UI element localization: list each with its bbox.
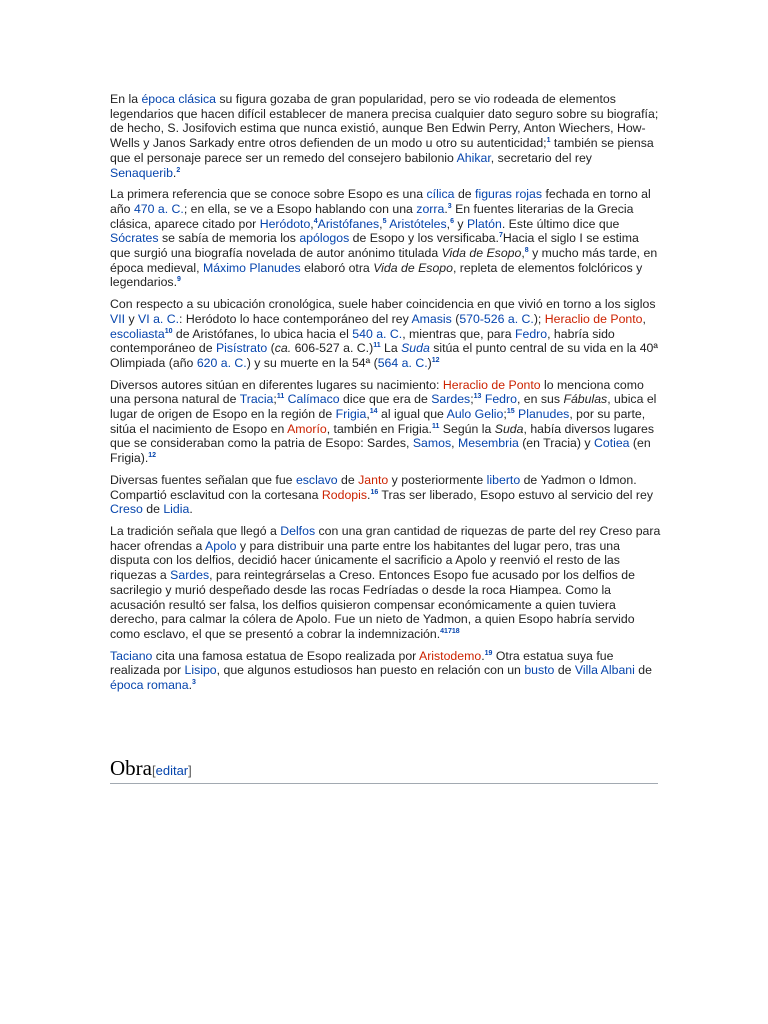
wiki-link[interactable]: Delfos xyxy=(280,523,316,538)
body-text: y para distribuir una parte entre los habitantes del lugar pero, tras una disputa con los delfios, decidió hacer únicamente el sacrificio a Apolo y reenvió el resto de las riquezas a xyxy=(110,538,620,583)
body-text: , xyxy=(366,407,370,422)
reference-mark[interactable]: 9 xyxy=(177,276,181,284)
body-text: lo menciona como una persona natural de xyxy=(110,377,644,407)
wiki-link[interactable]: Sardes xyxy=(431,392,471,407)
wiki-link[interactable]: Frigia xyxy=(335,407,367,422)
body-text: de xyxy=(142,502,164,517)
reference-mark[interactable]: 5 xyxy=(382,217,387,225)
body-text: con una gran cantidad de riquezas de parte del rey Creso para hacer ofrendas a xyxy=(110,523,661,553)
body-text: de xyxy=(454,187,476,202)
body-text: En fuentes literarias de la Grecia clásica, aparece citado por xyxy=(110,201,634,231)
reference-mark[interactable]: 11 xyxy=(276,393,285,401)
reference-mark[interactable]: 6 xyxy=(450,217,454,225)
body-text: , xyxy=(521,246,525,261)
body-text: ; xyxy=(273,392,277,407)
body-text: Tras ser liberado, Esopo estuvo al servicio del rey xyxy=(378,487,653,502)
body-text: , habría sido contemporáneo de xyxy=(110,326,615,356)
reference-mark[interactable]: 16 xyxy=(370,488,379,496)
reference-mark[interactable]: 12 xyxy=(148,452,157,460)
wiki-link[interactable]: apólogos xyxy=(299,231,350,246)
wiki-link[interactable]: VII xyxy=(110,311,126,326)
body-text: de Aristófanes, lo ubica hacia el xyxy=(172,326,353,341)
body-text: La tradición señala que llegó a xyxy=(110,523,281,538)
wiki-link[interactable]: 540 a. C. xyxy=(352,326,403,341)
body-text: ; xyxy=(503,407,507,422)
body-text: ( xyxy=(267,341,275,356)
body-text: , también en Frigia. xyxy=(326,421,432,436)
wiki-redlink[interactable]: Rodopis xyxy=(321,487,368,502)
paragraph-2 xyxy=(110,187,662,290)
wiki-redlink[interactable]: Heraclio de Ponto xyxy=(442,377,541,392)
body-text: sitúa el punto central de su vida en la 40ª Olimpiada (año xyxy=(110,341,658,370)
body-text: . xyxy=(189,502,193,517)
wiki-link[interactable]: Sardes xyxy=(170,568,210,583)
wiki-link[interactable]: liberto xyxy=(486,472,521,487)
edit-bracket-open: [ xyxy=(151,763,156,778)
italic-text: Vida de Esopo xyxy=(373,260,453,275)
body-text: (en Frigia). xyxy=(110,436,651,466)
wiki-link[interactable]: Amasis xyxy=(411,311,452,326)
body-text: cita una famosa estatua de Esopo realizada por xyxy=(152,648,419,663)
reference-mark[interactable]: 15 xyxy=(506,407,515,415)
body-text: , secretario del rey xyxy=(490,150,592,165)
body-text: de xyxy=(337,472,359,487)
body-text: y xyxy=(125,311,139,326)
body-text: , xyxy=(451,436,458,451)
reference-mark[interactable]: 19 xyxy=(484,649,493,657)
wiki-redlink[interactable]: Heraclio de Ponto xyxy=(544,311,643,326)
wiki-link[interactable]: Aristófanes xyxy=(317,216,380,231)
body-text: ; xyxy=(470,392,474,407)
wiki-link[interactable]: figuras rojas xyxy=(475,187,543,202)
edit-bracket-close: ] xyxy=(188,763,192,778)
wiki-link[interactable]: Mesembria xyxy=(457,436,519,451)
body-text: de Yadmon o Idmon. Compartió esclavitud con la cortesana xyxy=(110,472,637,502)
wiki-redlink[interactable]: Amorío xyxy=(287,421,327,436)
wiki-link[interactable]: Heródoto xyxy=(259,216,311,231)
wiki-link[interactable]: Apolo xyxy=(205,538,237,553)
body-text: . xyxy=(481,648,485,663)
body-text: de xyxy=(554,663,575,678)
italic-text: ca. xyxy=(274,341,292,356)
wiki-link[interactable]: Aulo Gelio xyxy=(446,407,504,422)
paragraph-7 xyxy=(110,649,662,693)
body-text: , había diversos lugares que se consideraban como la patria de Esopo: Sardes, xyxy=(110,421,655,451)
body-text: , por su parte, sitúa el nacimiento de Esopo en xyxy=(110,407,646,436)
wiki-link[interactable]: Villa Albani xyxy=(574,663,635,678)
edit-section-link[interactable]: editar xyxy=(155,763,189,778)
body-text: , xyxy=(446,216,451,231)
wiki-link[interactable]: época romana xyxy=(110,678,189,693)
body-text: , xyxy=(642,311,646,326)
body-text: y posteriormente xyxy=(388,472,487,487)
body-text: y xyxy=(453,216,467,231)
wiki-link[interactable]: Calímaco xyxy=(287,392,340,407)
wiki-link[interactable]: escoliasta xyxy=(110,326,165,341)
wiki-link[interactable]: busto xyxy=(524,663,555,678)
wiki-link[interactable]: Fedro xyxy=(484,392,517,407)
wiki-link[interactable]: Sócrates xyxy=(110,231,159,246)
wiki-link[interactable]: VI a. C. xyxy=(138,311,180,326)
body-text: . xyxy=(367,487,371,502)
body-text: (en Tracia) y xyxy=(518,436,594,451)
body-text: En la xyxy=(110,92,142,106)
body-text: ) xyxy=(427,355,432,370)
wiki-link[interactable]: 570-526 a. C. xyxy=(459,311,534,326)
wiki-link[interactable]: Pisístrato xyxy=(215,341,268,356)
reference-mark[interactable]: 3 xyxy=(447,202,452,210)
reference-mark[interactable]: 4 xyxy=(313,217,318,225)
body-text: , mientras que, para xyxy=(402,326,515,341)
wiki-link[interactable]: época clásica xyxy=(141,92,216,106)
body-text: Diversas fuentes señalan que fue xyxy=(110,472,296,487)
reference-mark[interactable]: 2 xyxy=(176,166,181,174)
body-text: dice que era de xyxy=(339,392,432,407)
wiki-link[interactable]: Creso xyxy=(110,502,143,517)
body-text: al igual que xyxy=(377,407,447,422)
body-text: ; en ella, se ve a Esopo hablando con una xyxy=(183,201,417,216)
body-text: La primera referencia que se conoce sobre Esopo es una xyxy=(110,187,427,202)
paragraph-1 xyxy=(110,92,662,180)
wiki-redlink[interactable]: Aristodemo xyxy=(419,648,482,663)
body-text: , que algunos estudiosos han puesto en relación con un xyxy=(216,663,525,678)
body-text: , en sus xyxy=(516,392,564,407)
body-text: ( xyxy=(451,311,460,326)
italic-text: Fábulas xyxy=(563,392,608,407)
wiki-redlink[interactable]: Janto xyxy=(358,472,389,487)
body-text: , ubica el lugar de origen de Esopo en la región de xyxy=(110,392,657,422)
body-text: de Esopo y los versificaba. xyxy=(349,231,499,246)
article-body xyxy=(110,92,662,700)
section-title: Obra xyxy=(110,756,152,780)
body-text: , xyxy=(379,216,383,231)
wiki-link[interactable]: Planudes xyxy=(518,407,570,422)
paragraph-3 xyxy=(110,297,662,371)
body-text: , xyxy=(310,216,314,231)
wiki-link[interactable]: Suda xyxy=(401,341,430,356)
wiki-link[interactable]: Samos xyxy=(412,436,452,451)
body-text: ) y su muerte en la 54ª ( xyxy=(246,355,378,370)
body-text: y mucho más tarde, en época medieval, xyxy=(110,246,658,275)
body-text: su figura gozaba de gran popularidad, pero se vio rodeada de elementos legendarios que hacen difícil establecer de manera precisa cualquier dato seguro sobre su biografía; de hecho, S. Josifovich estima que nunca existió, aunque Ben Edwin Perry, Anton Wiechers, How-Wells y Janos Sarkady entre otros defienden de un modo u otro su autenticidad; xyxy=(110,92,659,151)
body-text: . xyxy=(172,165,177,180)
reference-mark[interactable]: 14 xyxy=(369,407,378,415)
reference-mark[interactable]: 3 xyxy=(192,678,196,686)
wiki-link[interactable]: esclavo xyxy=(295,472,338,487)
wiki-link[interactable]: Ahikar xyxy=(456,150,491,165)
wiki-link[interactable]: zorra xyxy=(416,201,445,216)
body-text: . xyxy=(444,201,448,216)
paragraph-4 xyxy=(110,378,662,466)
reference-mark[interactable]: 1 xyxy=(546,137,551,145)
body-text: Con respecto a su ubicación cronológica, suele haber coincidencia en que vivió en torno a los siglos xyxy=(110,297,656,312)
wiki-link[interactable]: Lisipo xyxy=(184,663,217,678)
paragraph-6 xyxy=(110,524,662,642)
body-text: La xyxy=(380,341,402,356)
wiki-link[interactable]: 470 a. C. xyxy=(133,201,184,216)
reference-mark[interactable]: 10 xyxy=(164,327,173,335)
paragraph-5 xyxy=(110,473,662,517)
wiki-link[interactable]: Senaquerib xyxy=(110,165,173,180)
wiki-link[interactable]: Taciano xyxy=(110,648,153,663)
body-text: también se piensa que el personaje parece ser un remedo del consejero babilonio xyxy=(110,136,654,165)
reference-mark[interactable]: 13 xyxy=(473,393,482,401)
body-text: se sabía de memoria los xyxy=(158,231,300,246)
wiki-link[interactable]: 564 a. C. xyxy=(377,355,428,370)
body-text: Hacia el siglo I se estima que surgió una biografía novelada de autor anónimo titulada xyxy=(110,231,639,261)
body-text: , repleta de elementos folclóricos y legendarios. xyxy=(110,260,643,290)
italic-text: Vida de Esopo xyxy=(441,246,522,261)
reference-mark[interactable]: 12 xyxy=(431,356,440,364)
wiki-link[interactable]: Cotiea xyxy=(593,436,630,451)
italic-text: Suda xyxy=(494,421,524,436)
reference-mark[interactable]: 11 xyxy=(431,422,440,430)
wiki-link[interactable]: Tracia xyxy=(239,392,274,407)
body-text: elaboró otra xyxy=(300,260,374,275)
wiki-link[interactable]: Platón xyxy=(466,216,502,231)
body-text: , para reintegrárselas a Creso. Entonces Esopo fue acusado por los delfios de sacrilegio y murió despeñado desde las rocas Fedríadas o desde la roca Hiampea. Como la acusación resultó ser falsa, los delfios quisieron compensar económicamente a quien tuviera derecho, para calmar la cólera de Apolo. Fue un nieto de Yadmon, a quien Esopo habría servido como esclavo, el que se presentó a cobrar la indemnización. xyxy=(110,568,635,641)
body-text: de xyxy=(634,663,652,678)
reference-mark[interactable]: 8 xyxy=(524,246,529,254)
body-text: fechada en torno al año xyxy=(110,187,651,216)
wiki-link[interactable]: Fedro xyxy=(514,326,548,341)
wiki-link[interactable]: Máximo Planudes xyxy=(202,260,301,275)
body-text: : Heródoto lo hace contemporáneo del rey xyxy=(179,311,412,326)
body-text: ); xyxy=(533,311,545,326)
reference-mark[interactable]: 11 xyxy=(373,342,381,350)
section-heading-obra xyxy=(110,756,658,784)
wiki-link[interactable]: 620 a. C. xyxy=(196,355,247,370)
edit-section-link-wrapper xyxy=(152,763,192,778)
body-text: . Este último dice que xyxy=(501,216,620,231)
reference-mark[interactable]: 7 xyxy=(498,232,503,240)
wiki-link[interactable]: cílica xyxy=(426,187,455,202)
wiki-link[interactable]: Lidia xyxy=(163,502,190,517)
reference-mark[interactable]: 41718 xyxy=(440,627,460,635)
body-text: Según la xyxy=(439,421,495,436)
body-text: . xyxy=(188,678,193,693)
body-text: 606-527 a. C.) xyxy=(291,341,374,356)
wiki-link[interactable]: Aristóteles xyxy=(389,216,447,231)
body-text: Otra estatua suya fue realizada por xyxy=(110,648,614,678)
body-text: Diversos autores sitúan en diferentes lugares su nacimiento: xyxy=(110,377,443,392)
